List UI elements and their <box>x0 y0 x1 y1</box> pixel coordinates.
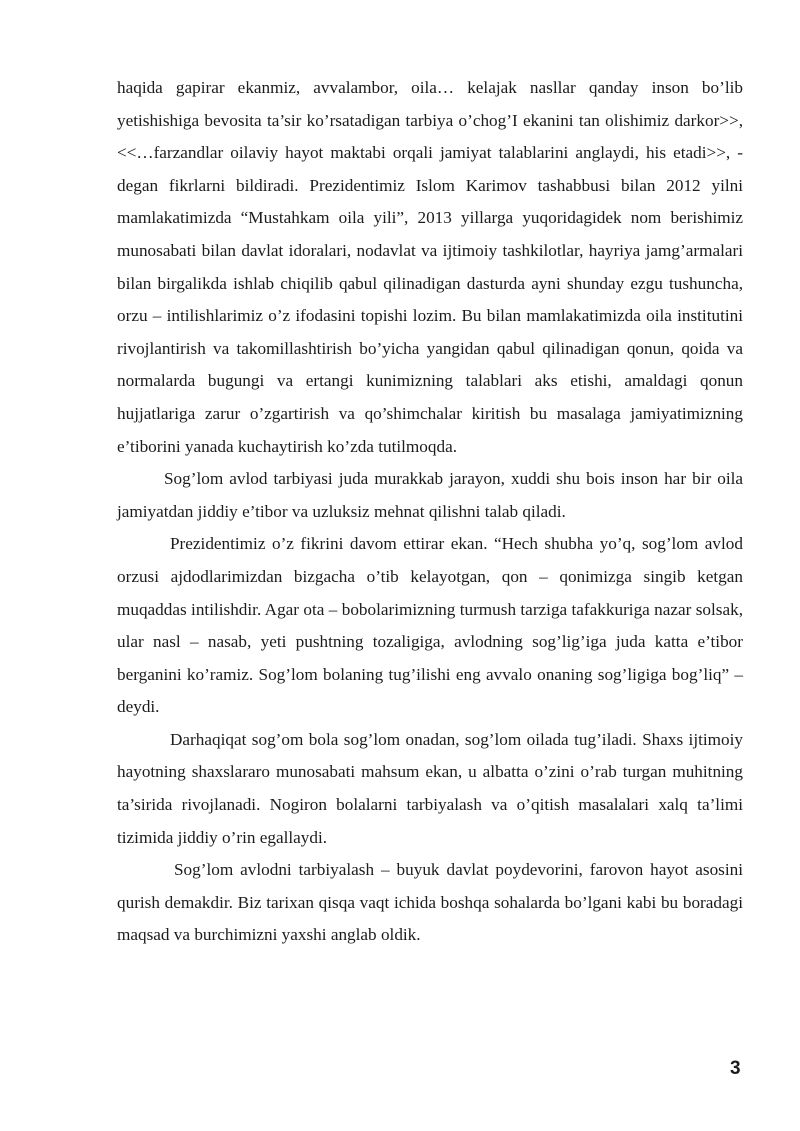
paragraph: Sog’lom avlodni tarbiyalash – buyuk davlat poydevorini, farovon hayot asosini qurish demakdir. Biz tarixan qisqa vaqt ichida boshqa sohalarda bo’lgani kabi bu boradagi maqsad va burchimizni yaxshi anglab oldik. <box>117 860 743 945</box>
paragraph: Sog’lom avlod tarbiyasi juda murakkab jarayon, xuddi shu bois inson har bir oila jamiyatdan jiddiy e’tibor va uzluksiz mehnat qilishni talab qiladi. <box>117 469 743 521</box>
document-page <box>117 72 743 952</box>
paragraph: Darhaqiqat sog’om bola sog’lom onadan, sog’lom oilada tug’iladi. Shaxs ijtimoiy hayotning shaxslararo munosabati mahsum ekan, u albatta o’zini o’rab turgan muhitning ta’sirida rivojlanadi. Nogiron bolalarni tarbiyalash va o’qitish masalalari xalq ta’limi tizimida jiddiy o’rin egallaydi. <box>117 729 743 847</box>
paragraph: haqida gapirar ekanmiz, avvalambor, oila… kelajak nasllar qanday inson bo’lib yetishishiga bevosita ta’sir ko’rsatadigan tarbiya o’chog’I ekanini tan olishimiz darkor>>, <<…farzandlar oilaviy hayot maktabi orqali jamiyat talablarini anglaydi, his etadi>>, - degan fikrlarni bildiradi. Prezidentimiz Islom Karimov tashabbusi bilan 2012 yilni mamlakatimizda “Mustahkam oila yili”, 2013 yillarga yuqoridagidek nom berishimiz munosabati bilan davlat idoralari, nodavlat va ijtimoiy tashkilotlar, hayriya jamg’armalari bilan birgalikda ishlab chiqilib qabul qilinadigan dasturda ayni shunday ezgu tushuncha, orzu – intilishlarimiz o’z ifodasini topishi lozim. Bu bilan mamlakatimizda oila institutini rivojlantirish va takomillashtirish bo’yicha yangidan qabul qilinadigan qonun, qoida va normalarda bugungi va ertangi kunimizning talablari aks etishi, amaldagi qonun hujjatlariga zarur o’zgartirish va qo’shimchalar kiritish bu masalaga jamiyatimizning e’tiborini yanada kuchaytirish ko’zda tutilmoqda. <box>117 78 743 456</box>
paragraph: Prezidentimiz o’z fikrini davom ettirar ekan. “Hech shubha yo’q, sog’lom avlod orzusi ajdodlarimizdan bizgacha o’tib kelayotgan, qon – qonimizga singib ketgan muqaddas intilishdir. Agar ota – bobolarimizning turmush tarziga tafakkuriga nazar solsak, ular nasl – nasab, yeti pushtning tozaligiga, avlodning sog’lig’iga juda katta e’tibor berganini ko’ramiz. Sog’lom bolaning tug’ilishi eng avvalo onaning sog’ligiga bog’liq” – deydi. <box>117 534 743 717</box>
page-number: 3 <box>730 1058 741 1079</box>
